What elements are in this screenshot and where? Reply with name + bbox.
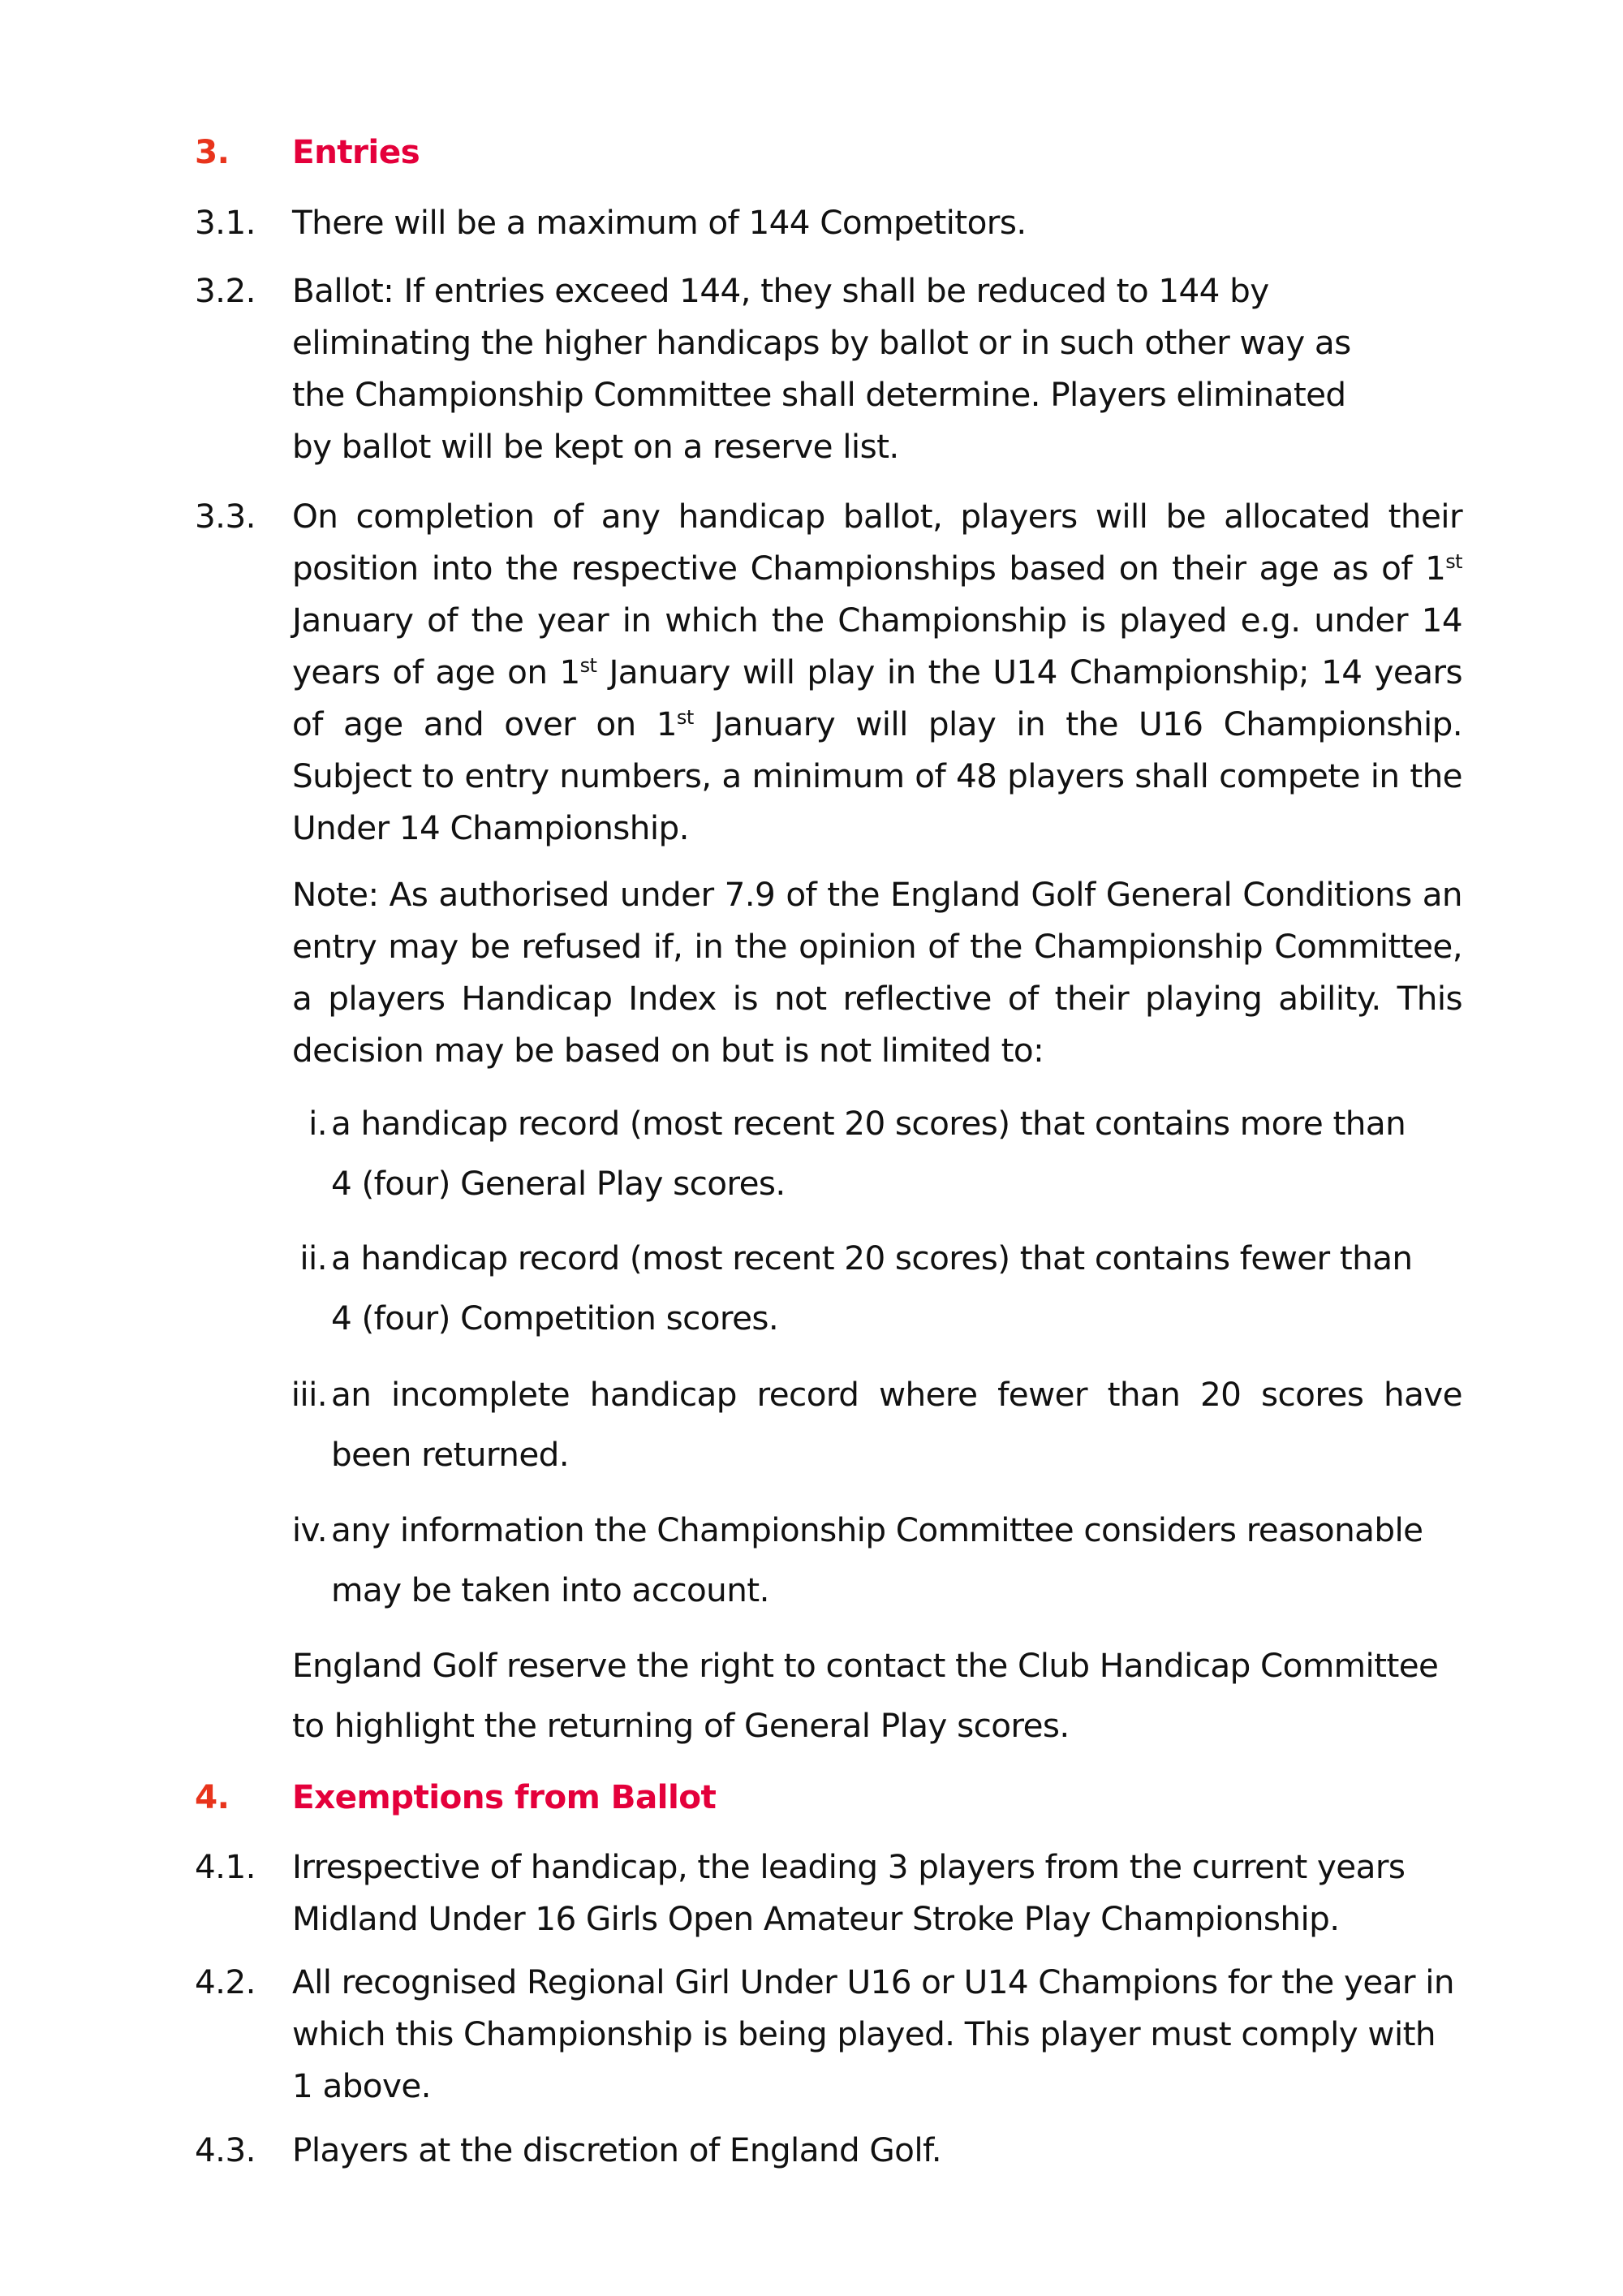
clause-number: 3.2. xyxy=(195,271,256,310)
section-title: Exemptions from Ballot xyxy=(292,1777,717,1816)
list-numeral: i. xyxy=(308,1104,327,1143)
text-run: January will play in the U16 Championship. Subject to entry numbers, a minimum of 48 players shall compete in the Under 14 Championship. xyxy=(292,704,1462,847)
list-text-line: any information the Championship Committee considers reasonable xyxy=(331,1510,1423,1549)
superscript: st xyxy=(579,654,597,677)
clause-3-1 xyxy=(195,196,1462,248)
list-item xyxy=(235,1364,1462,1484)
list-numeral: ii. xyxy=(299,1238,327,1277)
section-number: 4. xyxy=(195,1777,230,1816)
list-text-line: an incomplete handicap record where fewer than 20 scores have xyxy=(331,1375,1462,1414)
clause-number: 3.1. xyxy=(195,203,256,242)
clause-4-3 xyxy=(195,2124,1462,2176)
list-numeral: iii. xyxy=(291,1375,327,1414)
section-heading-entries xyxy=(195,126,1462,178)
list-numeral: iv. xyxy=(291,1510,327,1549)
clause-text: Ballot: If entries exceed 144, they shall be reduced to 144 by eliminating the higher handicaps by ballot or in such other way as the Championship Committee shall determine. Players eliminated by ballot will be kept on a reserve list. xyxy=(292,271,1351,466)
clause-number: 3.3. xyxy=(195,497,256,536)
clause-text: All recognised Regional Girl Under U16 or U14 Champions for the year in which this Championship is being played. This player must comply with 1 above. xyxy=(292,1962,1454,2105)
clause-text xyxy=(292,490,1462,854)
clause-4-1 xyxy=(195,1841,1462,1945)
list-text-line: a handicap record (most recent 20 scores) that contains more than xyxy=(331,1104,1406,1143)
clause-number: 4.1. xyxy=(195,1847,256,1886)
clause-4-2 xyxy=(195,1956,1462,2112)
text-run: January of the year in which the Championship is played e.g. under 14 years of age on 1 xyxy=(292,601,1462,691)
clause-text: There will be a maximum of 144 Competitors. xyxy=(292,203,1027,242)
list-text-line: 4 (four) Competition scores. xyxy=(331,1299,779,1338)
list-text-line: may be taken into account. xyxy=(331,1570,769,1609)
text-run: January will play in the U14 Championship; 14 years of age and over on 1 xyxy=(292,653,1462,743)
clause-number: 4.2. xyxy=(195,1962,256,2001)
closing-paragraph xyxy=(195,1635,1462,1755)
section-heading-exemptions xyxy=(195,1771,1462,1823)
list-item xyxy=(235,1500,1462,1620)
section-title: Entries xyxy=(292,132,420,171)
clause-3-3 xyxy=(195,490,1462,854)
clause-text: Players at the discretion of England Golf. xyxy=(292,2130,941,2169)
superscript: st xyxy=(1445,550,1462,573)
closing-text: England Golf reserve the right to contact the Club Handicap Committee to highlight the returning of General Play scores. xyxy=(292,1646,1439,1745)
list-item xyxy=(235,1228,1462,1348)
list-text-line: been returned. xyxy=(331,1435,570,1474)
clause-number: 4.3. xyxy=(195,2130,256,2169)
list-item xyxy=(235,1093,1462,1213)
clause-text: Irrespective of handicap, the leading 3 players from the current years Midland Under 16 Girls Open Amateur Stroke Play Championship. xyxy=(292,1847,1406,1938)
note-text: Note: As authorised under 7.9 of the England Golf General Conditions an entry may be refused if, in the opinion of the Championship Committee, a players Handicap Index is not reflective of their playing ability. This decision may be based on but is not limited to: xyxy=(292,875,1462,1070)
list-text-line: 4 (four) General Play scores. xyxy=(331,1164,786,1203)
list-text-line: a handicap record (most recent 20 scores) that contains fewer than xyxy=(331,1238,1413,1277)
text-run: On completion of any handicap ballot, players will be allocated their position into the respective Championships based on their age as of 1 xyxy=(292,497,1462,588)
section-number: 3. xyxy=(195,132,230,171)
superscript: st xyxy=(676,706,694,729)
note-paragraph xyxy=(195,868,1462,1076)
clause-3-2 xyxy=(195,265,1371,472)
